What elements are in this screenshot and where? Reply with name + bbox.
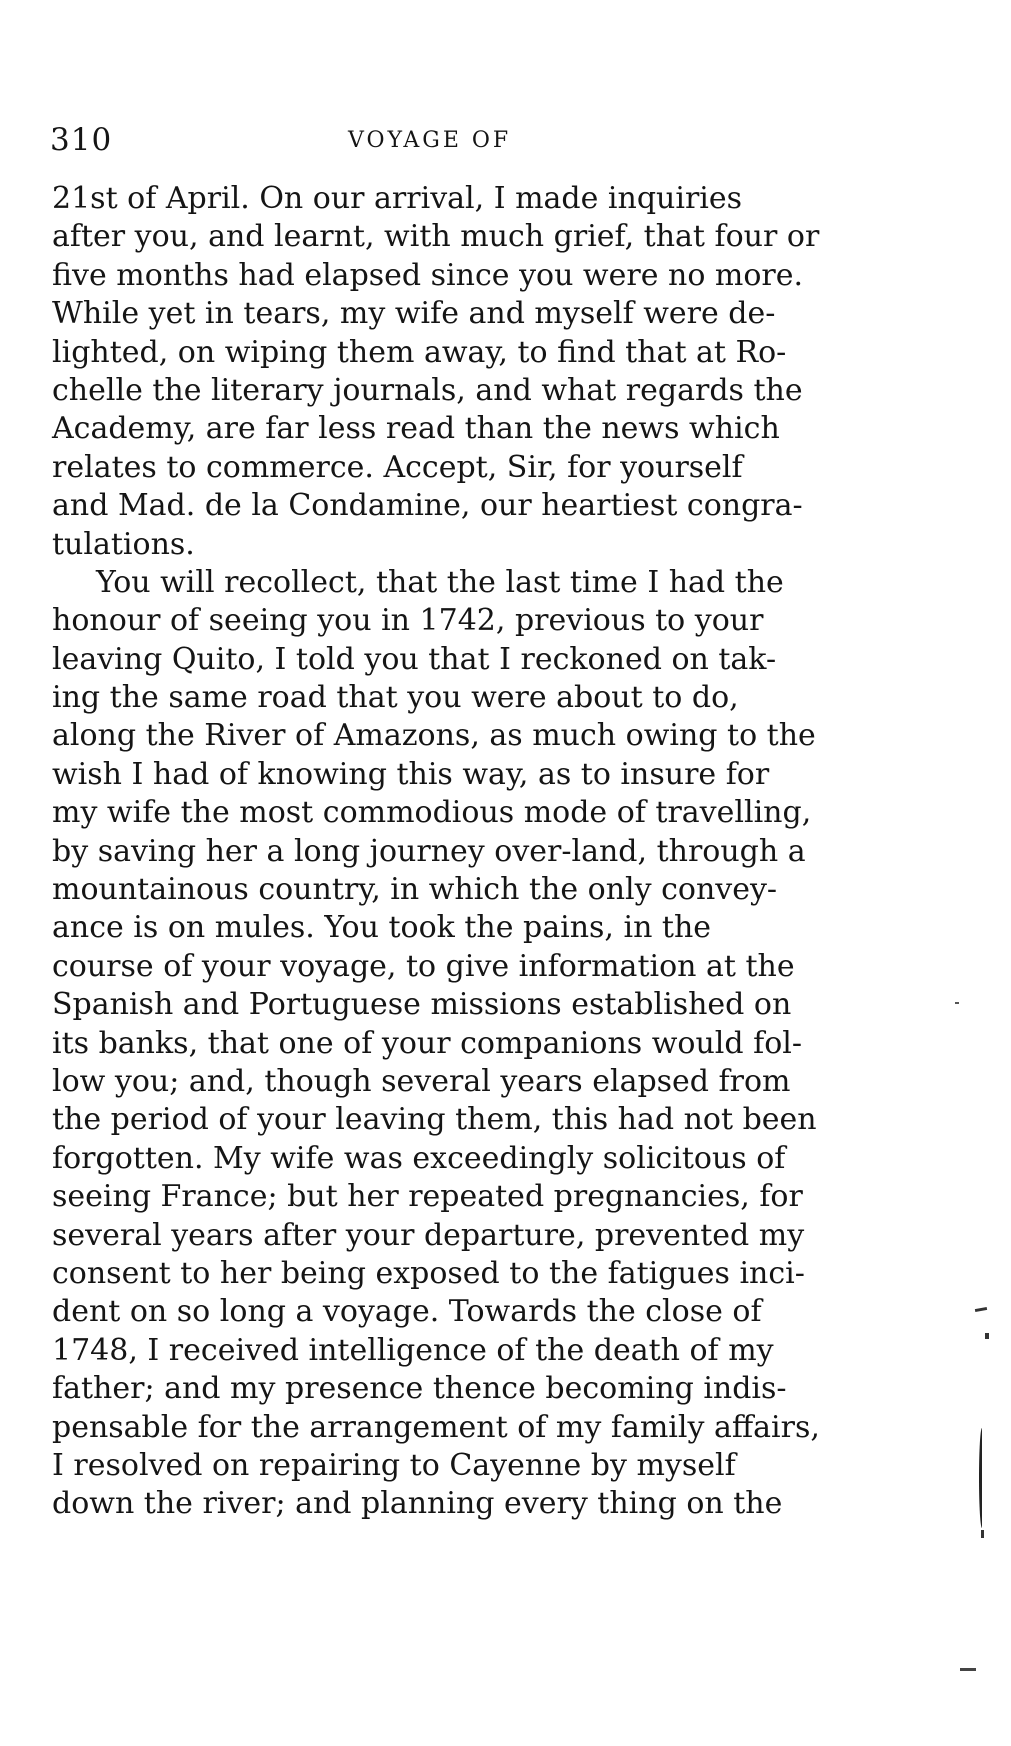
text-line: honour of seeing you in 1742, previous to your	[52, 603, 764, 639]
text-line: lighted, on wiping them away, to find that at Ro-	[52, 334, 787, 370]
text-line: ing the same road that you were about to do,	[52, 680, 739, 716]
text-line: seeing France; but her repeated pregnancies, for	[52, 1179, 803, 1215]
page-number: 310	[50, 122, 113, 158]
paragraph-2	[52, 564, 839, 1524]
text-line: relates to commerce. Accept, Sir, for yourself	[52, 449, 743, 485]
text-line: and Mad. de la Condamine, our heartiest congra-	[52, 488, 803, 524]
running-head: VOYAGE OF	[348, 128, 512, 153]
text-line: my wife the most commodious mode of travelling,	[52, 795, 812, 831]
text-line: 21st of April. On our arrival, I made inquiries	[52, 181, 743, 216]
scan-mark	[955, 1002, 959, 1004]
text-line: mountainous country, in which the only convey-	[52, 872, 778, 908]
text-line: chelle the literary journals, and what regards the	[52, 372, 803, 408]
scan-mark	[985, 1333, 989, 1339]
text-line: wish I had of knowing this way, as to insure for	[52, 756, 770, 792]
text-line: While yet in tears, my wife and myself were de-	[52, 296, 776, 332]
text-line: 1748, I received intelligence of the death of my	[52, 1332, 774, 1368]
text-line: its banks, that one of your companions would fol-	[52, 1025, 802, 1061]
text-line: course of your voyage, to give information at the	[52, 948, 795, 984]
page-header	[50, 122, 850, 162]
paragraph-1	[52, 180, 839, 564]
text-line: five months had elapsed since you were no more.	[52, 257, 804, 293]
text-line: ance is on mules. You took the pains, in the	[52, 910, 712, 946]
text-line: Academy, are far less read than the news which	[52, 411, 780, 447]
body-text	[52, 180, 839, 1524]
scan-mark	[979, 1428, 985, 1528]
scan-mark	[960, 1668, 976, 1671]
text-line: tulations.	[52, 526, 195, 562]
text-line: I resolved on repairing to Cayenne by myself	[52, 1447, 736, 1483]
text-line: low you; and, though several years elapsed from	[52, 1063, 791, 1099]
text-line: pensable for the arrangement of my family affairs,	[52, 1409, 820, 1445]
text-line: several years after your departure, prevented my	[52, 1217, 805, 1253]
text-line: Spanish and Portuguese missions established on	[52, 987, 792, 1023]
text-line: consent to her being exposed to the fatigues inci-	[52, 1255, 805, 1291]
text-line: forgotten. My wife was exceedingly solicitous of	[52, 1140, 786, 1176]
text-line: along the River of Amazons, as much owing to the	[52, 718, 816, 754]
text-line: You will recollect, that the last time I had the	[96, 564, 784, 600]
text-line: father; and my presence thence becoming indis-	[52, 1371, 787, 1407]
text-line: dent on so long a voyage. Towards the close of	[52, 1294, 762, 1330]
text-line: down the river; and planning every thing on the	[52, 1486, 783, 1522]
scan-mark	[981, 1530, 984, 1538]
text-line: the period of your leaving them, this had not been	[52, 1102, 817, 1138]
text-line: after you, and learnt, with much grief, that four or	[52, 219, 820, 255]
scan-mark	[975, 1307, 987, 1312]
text-line: by saving her a long journey over-land, through a	[52, 833, 806, 869]
text-line: leaving Quito, I told you that I reckoned on tak-	[52, 641, 777, 677]
